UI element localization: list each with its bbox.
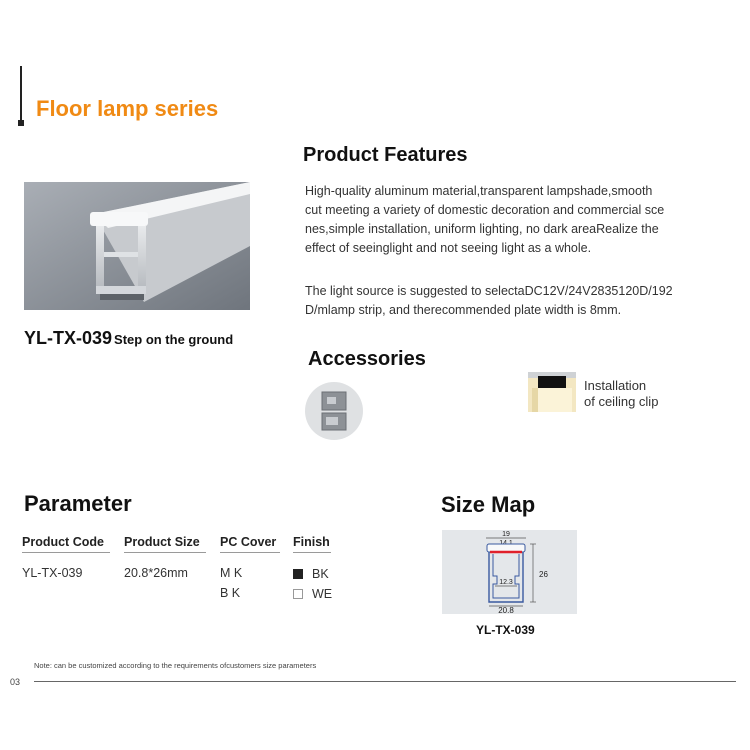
header-underline <box>293 552 331 553</box>
footer-note: Note: can be customized according to the requirements ofcustomers size parameters <box>34 661 317 670</box>
product-code: YL-TX-039 <box>24 328 113 348</box>
cell-pc-cover: M K <box>220 566 243 580</box>
size-map-title: Size Map <box>441 492 536 517</box>
title-accent-bar <box>20 66 22 124</box>
black-swatch-icon <box>293 569 303 579</box>
header-underline <box>22 552 110 553</box>
text-line: nes,simple installation, uniform lighting, no dark areaRealize the <box>305 222 659 236</box>
cell-pc-cover: B K <box>220 586 241 600</box>
text-line: effect of seeinglight and not seeing light as a whole. <box>305 241 592 255</box>
text-line: D/mlamp strip, and therecommended plate width is 8mm. <box>305 303 622 317</box>
header-pc-cover: PC Cover <box>220 535 277 549</box>
header-underline <box>220 552 280 553</box>
product-caption <box>24 328 233 349</box>
text-line: Installation <box>584 378 647 393</box>
cell-product-size: 20.8*26mm <box>124 566 188 580</box>
product-subtitle: Step on the ground <box>114 332 234 347</box>
dim-bottom: 20.8 <box>498 606 514 614</box>
header-finish: Finish <box>293 535 330 549</box>
text-line: The light source is suggested to selectaDC12V/24V2835120D/192 <box>305 284 673 298</box>
text-line: cut meeting a variety of domestic decoration and commercial sce <box>305 203 665 217</box>
white-swatch-icon <box>293 589 303 599</box>
footer-divider <box>34 681 736 682</box>
size-map-drawing <box>442 530 577 614</box>
features-paragraph-2 <box>305 282 730 320</box>
header-product-size: Product Size <box>124 535 200 549</box>
product-photo <box>24 182 250 310</box>
series-title: Floor lamp series <box>36 96 219 121</box>
dim-top: 19 <box>502 531 510 538</box>
finish-label: WE <box>312 587 333 601</box>
finish-item-bk <box>293 567 329 581</box>
finish-item-we <box>293 587 332 601</box>
page-number: 03 <box>10 677 21 687</box>
features-paragraph-1 <box>305 182 730 258</box>
cell-product-code: YL-TX-039 <box>22 566 83 580</box>
finish-label: BK <box>312 567 329 581</box>
header-underline <box>124 552 206 553</box>
ceiling-clip-icon <box>528 372 576 412</box>
title-accent-bar-cap <box>18 120 24 126</box>
text-line: of ceiling clip <box>584 394 659 409</box>
size-map-code: YL-TX-039 <box>476 623 535 637</box>
dim-inner: 12.3 <box>499 579 513 586</box>
header-product-code: Product Code <box>22 535 104 549</box>
parameter-title: Parameter <box>24 491 132 516</box>
accessories-title: Accessories <box>308 348 426 370</box>
text-line: High-quality aluminum material,transparent lampshade,smooth <box>305 184 653 198</box>
ceiling-clip-label <box>584 378 724 410</box>
features-title: Product Features <box>303 144 468 166</box>
aluminum-profile-image <box>24 182 250 310</box>
dim-height: 26 <box>539 570 548 579</box>
mounting-clip-icon <box>305 382 363 440</box>
